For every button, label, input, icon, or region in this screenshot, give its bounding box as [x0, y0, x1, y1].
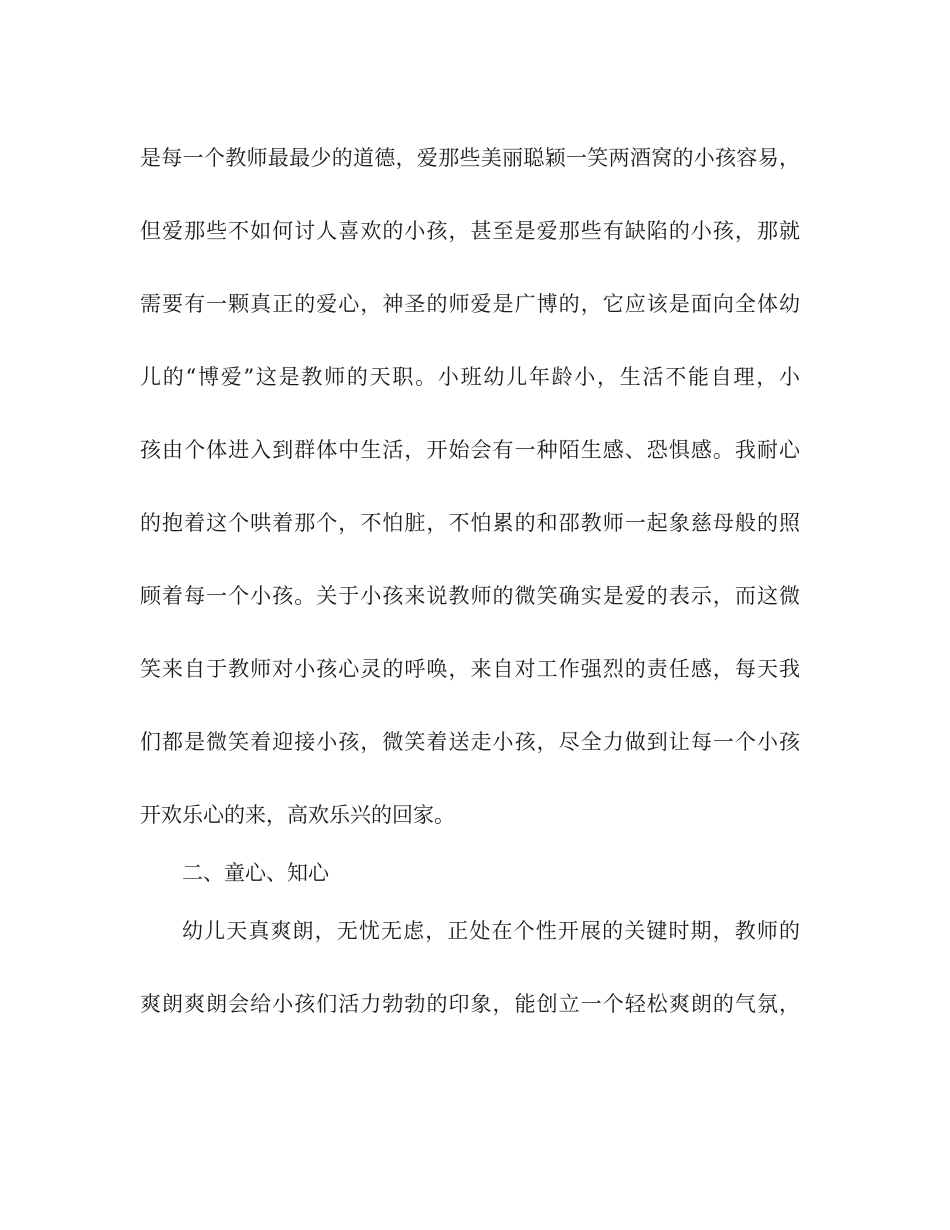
paragraph-line: 笑来自于教师对小孩心灵的呼唤，来自对工作强烈的责任感，每天我 [140, 657, 800, 681]
paragraph-line: 的抱着这个哄着那个，不怕脏，不怕累的和邵教师一起象慈母般的照 [140, 511, 800, 535]
paragraph-line: 幼儿天真爽朗，无忧无虑，正处在个性开展的关键时期，教师的 [182, 919, 800, 943]
paragraph-line: 顾着每一个小孩。关于小孩来说教师的微笑确实是爱的表示，而这微 [140, 584, 800, 608]
document-body [140, 138, 800, 1057]
paragraph-line: 孩由个体进入到群体中生活，开始会有一种陌生感、恐惧感。我耐心 [140, 438, 800, 462]
paragraph-line: 儿的“博爱”这是教师的天职。小班幼儿年龄小，生活不能自理，小 [140, 365, 800, 389]
paragraph-line: 爽朗爽朗会给小孩们活力勃勃的印象，能创立一个轻松爽朗的气氛， [140, 992, 800, 1016]
paragraph-line: 但爱那些不如何讨人喜欢的小孩，甚至是爱那些有缺陷的小孩，那就 [140, 219, 800, 243]
paragraph-line: 们都是微笑着迎接小孩，微笑着送走小孩，尽全力做到让每一个小孩 [140, 730, 800, 754]
section-heading: 二、童心、知心 [182, 861, 329, 885]
paragraph-line-last: 开欢乐心的来，高欢乐兴的回家。 [140, 803, 455, 827]
paragraph-line: 需要有一颗真正的爱心，神圣的师爱是广博的，它应该是面向全体幼 [140, 292, 800, 316]
paragraph-line: 是每一个教师最最少的道德，爱那些美丽聪颖一笑两酒窝的小孩容易， [140, 146, 800, 170]
